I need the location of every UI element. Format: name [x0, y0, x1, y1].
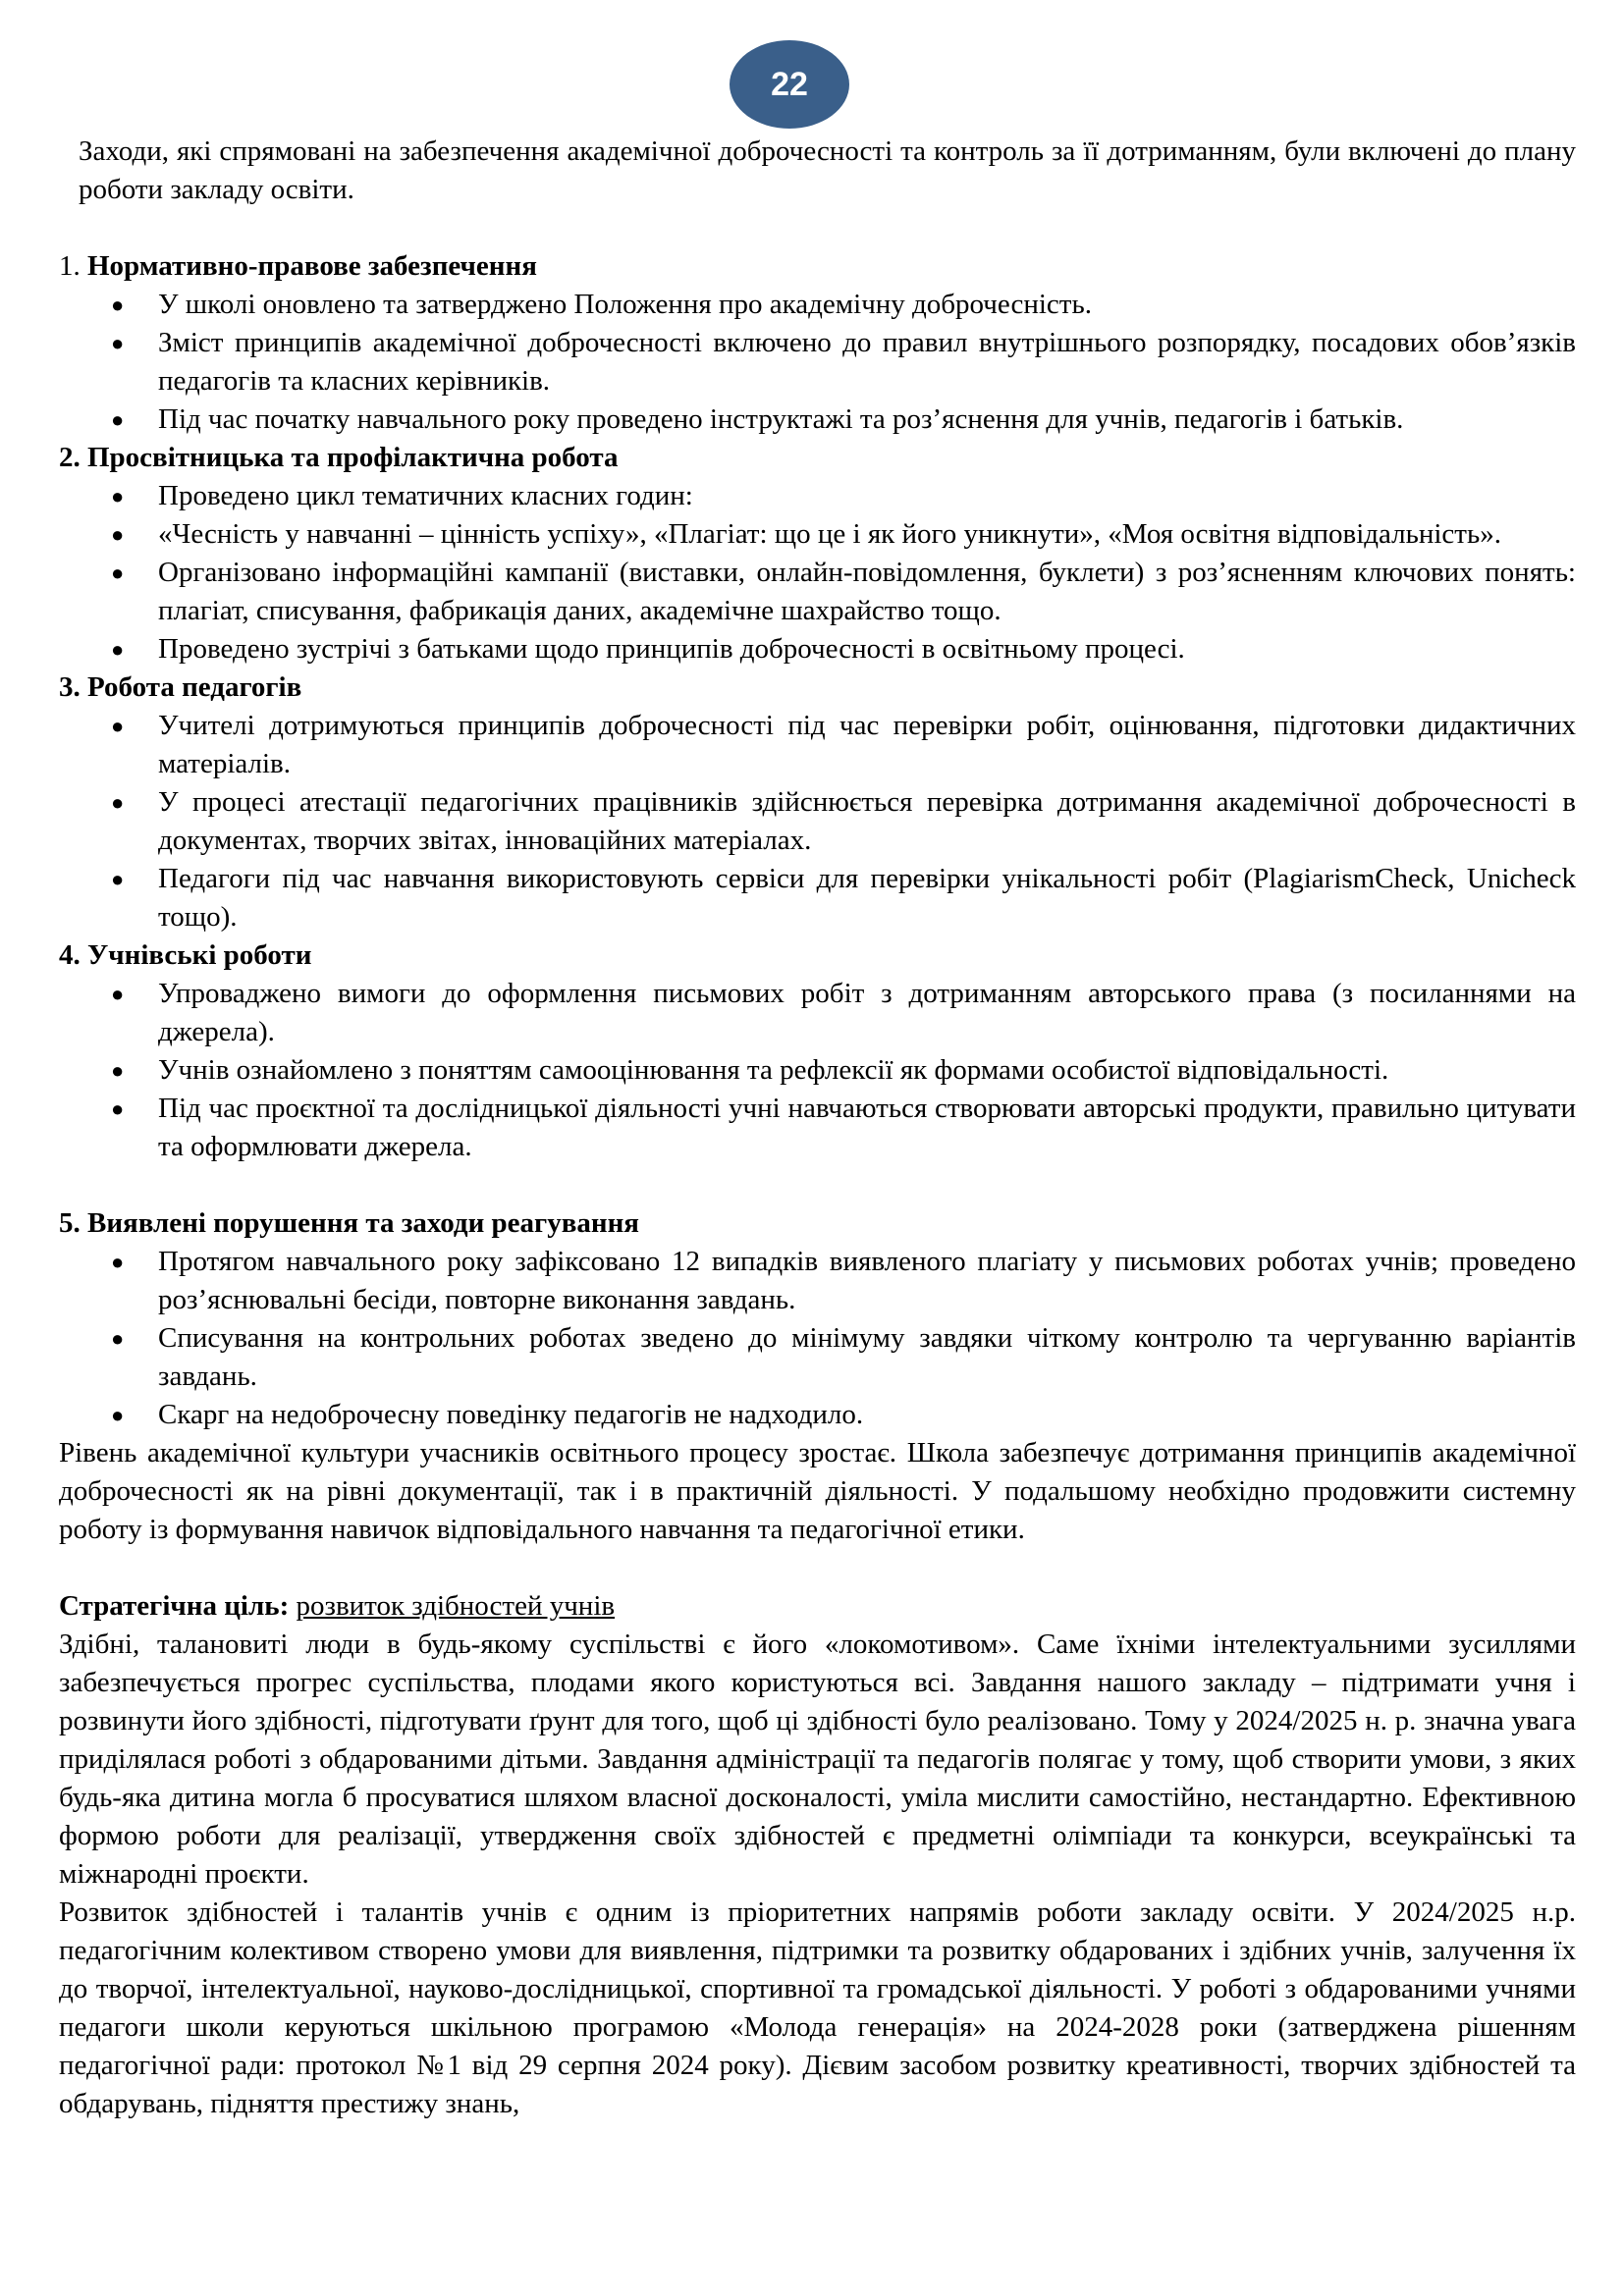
list-item: [59, 400, 1576, 439]
bullet-icon: ●: [111, 561, 125, 585]
bullet-icon: ●: [111, 1403, 125, 1427]
page-number-badge: [730, 40, 849, 129]
list-item: [59, 975, 1576, 1051]
bullet-icon: ●: [111, 637, 125, 662]
section-title: Просвітницька та профілактична робота: [87, 442, 619, 473]
bullet-icon: ●: [111, 522, 125, 547]
section-heading: [59, 668, 1576, 707]
section-bullet-list: [59, 477, 1576, 668]
section-title: Виявлені порушення та заходи реагування: [87, 1207, 639, 1239]
list-item-text: «Чесність у навчанні – цінність успіху», «Плагіат: що це і як його уникнути», «Моя освітня відповідальність».: [158, 518, 1501, 550]
list-item: [59, 783, 1576, 860]
section-heading: [59, 247, 1576, 286]
bullet-icon: ●: [111, 982, 125, 1006]
bullet-icon: ●: [111, 714, 125, 738]
section-number: 5.: [59, 1207, 81, 1239]
bullet-icon: ●: [111, 867, 125, 891]
list-item-text: Під час початку навчального року проведено інструктажі та роз’яснення для учнів, педагогів і батьків.: [158, 403, 1404, 435]
list-item: [59, 1243, 1576, 1319]
spacer: [59, 1166, 1576, 1204]
list-item-text: Списування на контрольних роботах зведено до мінімуму завдяки чіткому контролю та чергуванню варіантів завдань.: [158, 1322, 1576, 1392]
list-item-text: Педагоги під час навчання використовують сервіси для перевірки унікальності робіт (PlagiarismCheck, Unicheck тощо).: [158, 863, 1576, 933]
list-item: [59, 707, 1576, 783]
strategic-goal-label: Стратегічна ціль:: [59, 1590, 290, 1622]
section-title: Учнівські роботи: [87, 939, 312, 971]
list-item: [59, 515, 1576, 554]
strategic-goal: [59, 1587, 1576, 1626]
list-item: [59, 1396, 1576, 1434]
list-item: [59, 1319, 1576, 1396]
list-item-text: Під час проєктної та дослідницької діяльності учні навчаються створювати авторські продукти, правильно цитувати та оформлювати джерела.: [158, 1093, 1576, 1162]
list-item-text: Учнів ознайомлено з поняттям самооцінювання та рефлексії як формами особистої відповідальності.: [158, 1054, 1389, 1086]
list-item-text: Проведено цикл тематичних класних годин:: [158, 480, 693, 511]
list-item-text: Організовано інформаційні кампанії (виставки, онлайн-повідомлення, буклети) з роз’ясненням ключових понять: плагіат, списування, фабрикація даних, академічне шахрайство тощо.: [158, 557, 1576, 626]
list-item: [59, 477, 1576, 515]
section-heading: [59, 1204, 1576, 1243]
list-item: [59, 554, 1576, 630]
intro-paragraph: Заходи, які спрямовані на забезпечення академічної доброчесності та контроль за її дотриманням, були включені до плану роботи закладу освіти.: [79, 135, 1576, 205]
list-item-text: У процесі атестації педагогічних працівників здійснюється перевірка дотримання академічної доброчесності в документах, творчих звітах, інноваційних матеріалах.: [158, 786, 1576, 856]
section-bullet-list: [59, 286, 1576, 439]
bullet-icon: ●: [111, 484, 125, 508]
section-number: 1.: [59, 250, 81, 282]
section-number: 2.: [59, 442, 81, 473]
list-item-text: У школі оновлено та затверджено Положення про академічну доброчесність.: [158, 289, 1092, 320]
bullet-icon: ●: [111, 1326, 125, 1351]
list-item: [59, 630, 1576, 668]
page-content: [59, 133, 1576, 2123]
section-number: 4.: [59, 939, 81, 971]
section-heading: [59, 439, 1576, 477]
list-item: [59, 860, 1576, 936]
integrity-sections: [59, 247, 1576, 1434]
section-bullet-list: [59, 707, 1576, 936]
list-item-text: Проведено зустрічі з батьками щодо принципів доброчесності в освітньому процесі.: [158, 633, 1185, 665]
list-item-text: Упроваджено вимоги до оформлення письмових робіт з дотриманням авторського права (з посиланнями на джерела).: [158, 978, 1576, 1047]
list-item-text: Протягом навчального року зафіксовано 12 випадків виявленого плагіату у письмових роботах учнів; проведено роз’яснювальні бесіди, повторне виконання завдань.: [158, 1246, 1576, 1315]
section-title: Робота педагогів: [87, 671, 302, 703]
list-item: [59, 286, 1576, 324]
spacer: [59, 1549, 1576, 1587]
bullet-icon: ●: [111, 1096, 125, 1121]
section-bullet-list: [59, 1243, 1576, 1434]
section-bullet-list: [59, 975, 1576, 1166]
bullet-icon: ●: [111, 1250, 125, 1274]
conclusion-paragraph: Рівень академічної культури учасників освітнього процесу зростає. Школа забезпечує дотримання принципів академічної доброчесності як на рівні документації, так і в практичній діяльності. У подальшому необхідно продовжити системну роботу із формування навичок відповідального навчання та педагогічної етики.: [59, 1437, 1576, 1545]
spacer: [59, 209, 1576, 247]
strategic-goal-value: розвиток здібностей учнів: [296, 1590, 616, 1622]
abilities-paragraph-1: Здібні, талановиті люди в будь-якому суспільстві є його «локомотивом». Саме їхніми інтелектуальними зусиллями забезпечується прогрес суспільства, плодами якого користуються всі. Завдання нашого закладу – підтримати учня і розвинути його здібності, підготувати ґрунт для того, щоб ці здібності було реалізовано. Тому у 2024/2025 н. р. значна увага приділялася роботі з обдарованими дітьми. Завдання адміністрації та педагогів полягає у тому, щоб створити умови, з яких будь-яка дитина могла б просуватися шляхом власної досконалості, уміла мислити самостійно, нестандартно. Ефективною формою роботи для реалізації, утвердження своїх здібностей є предметні олімпіади та конкурси, всеукраїнські та міжнародні проєкти.: [59, 1629, 1576, 1890]
section-number: 3.: [59, 671, 81, 703]
bullet-icon: ●: [111, 293, 125, 317]
page-number: 22: [771, 65, 808, 103]
bullet-icon: ●: [111, 1058, 125, 1083]
bullet-icon: ●: [111, 331, 125, 355]
list-item: [59, 1090, 1576, 1166]
list-item-text: Учителі дотримуються принципів доброчесності під час перевірки робіт, оцінювання, підготовки дидактичних матеріалів.: [158, 710, 1576, 779]
abilities-paragraph-2: Розвиток здібностей і талантів учнів є одним із пріоритетних напрямів роботи закладу освіти. У 2024/2025 н.р. педагогічним колективом створено умови для виявлення, підтримки та розвитку обдарованих і здібних учнів, залучення їх до творчої, інтелектуальної, науково-дослідницької, спортивної та громадської діяльності. У роботі з обдарованими учнями педагоги школи керуються шкільною програмою «Молода генерація» на 2024-2028 роки (затверджена рішенням педагогічної ради: протокол №1 від 29 серпня 2024 року). Дієвим засобом розвитку креативності, творчих здібностей та обдарувань, підняття престижу знань,: [59, 1896, 1576, 2119]
list-item-text: Зміст принципів академічної доброчесності включено до правил внутрішнього розпорядку, посадових обов’язків педагогів та класних керівників.: [158, 327, 1576, 397]
bullet-icon: ●: [111, 407, 125, 432]
section-title: Нормативно-правове забезпечення: [87, 250, 537, 282]
list-item: [59, 324, 1576, 400]
list-item-text: Скарг на недоброчесну поведінку педагогів не надходило.: [158, 1399, 864, 1430]
section-heading: [59, 936, 1576, 975]
list-item: [59, 1051, 1576, 1090]
bullet-icon: ●: [111, 790, 125, 815]
